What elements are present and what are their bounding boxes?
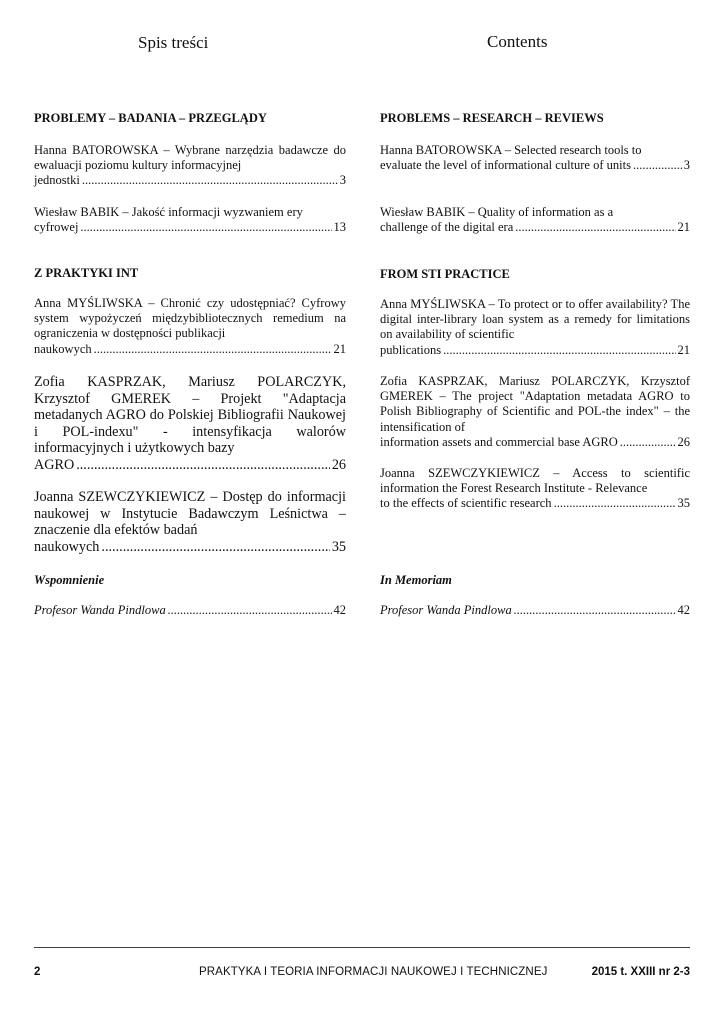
toc-page-number: 3 (339, 173, 346, 188)
toc-entry[interactable] (380, 374, 690, 450)
toc-entry-text: Joanna SZEWCZYKIEWICZ – Dostęp do informacji naukowej w Instytucie Badawczym Leśnictwa – znaczenie dla efektów badań (34, 489, 346, 539)
leader-dots (620, 435, 676, 450)
toc-page-number: 3 (683, 158, 690, 173)
leader-dots (633, 158, 682, 173)
leader-dots (514, 603, 676, 618)
toc-entry-text: Wiesław BABIK – Quality of information as a (380, 205, 614, 219)
toc-entry[interactable] (34, 603, 346, 618)
toc-entry-last: Profesor Wanda Pindlowa (380, 603, 512, 617)
toc-entry-text: Hanna BATOROWSKA – Wybrane narzędzia badawcze do ewaluacji poziomu kultury informacyjnej (34, 143, 346, 173)
toc-page-number: 13 (333, 220, 346, 235)
toc-entry[interactable] (380, 143, 690, 173)
leader-dots (80, 220, 331, 235)
toc-title-english: Contents (487, 32, 548, 51)
leader-dots (82, 173, 338, 188)
page-footer (34, 966, 690, 982)
leader-dots (76, 457, 330, 474)
toc-entry-last: Profesor Wanda Pindlowa (34, 603, 166, 617)
toc-page-number: 21 (677, 342, 690, 357)
toc-entry[interactable] (380, 603, 690, 618)
toc-entry[interactable] (380, 205, 690, 235)
issue-info: 2015 t. XXIII nr 2-3 (591, 966, 690, 978)
toc-title-polish: Spis treści (138, 33, 209, 52)
toc-entry-last: cyfrowej (34, 220, 79, 235)
toc-entry-last: challenge of the digital era (380, 220, 514, 235)
toc-entry[interactable] (380, 466, 690, 512)
toc-entry[interactable] (34, 489, 346, 555)
toc-page-number: 35 (677, 496, 690, 511)
toc-page-number: 26 (677, 434, 690, 449)
journal-title: PRAKTYKA I TEORIA INFORMACJI NAUKOWEJ I TECHNICZNEJ (199, 966, 548, 978)
section-heading: Z PRAKTYKI INT (34, 266, 139, 280)
toc-entry-text: Hanna BATOROWSKA – Selected research tools to (380, 143, 642, 157)
toc-entry[interactable] (380, 297, 690, 358)
toc-page-number: 35 (331, 538, 346, 555)
toc-entry-last: jednostki (34, 173, 80, 188)
toc-entry-last: naukowych (34, 538, 100, 555)
toc-entry-text: Wiesław BABIK – Jakość informacji wyzwaniem ery (34, 205, 303, 219)
toc-entry-text: Zofia KASPRZAK, Mariusz POLARCZYK, Krzysztof GMEREK – The project "Adaptation metadata AGRO to Polish Bibliography of Scientific and POL-the index" – the intensification of (380, 374, 690, 434)
toc-entry[interactable] (34, 374, 346, 474)
leader-dots (443, 343, 675, 358)
leader-dots (168, 603, 332, 618)
section-heading: In Memoriam (380, 573, 452, 587)
toc-entry-text: Zofia KASPRZAK, Mariusz POLARCZYK, Krzysztof GMEREK – Projekt "Adaptacja metadanych AGRO do Polskiej Bibliografii Naukowej i POL-indexu" - intensyfikacja walorów informacyjnych i użytkowych bazy (34, 374, 346, 457)
toc-entry-last: information assets and commercial base AGRO (380, 434, 618, 449)
toc-page-number: 26 (331, 456, 346, 473)
toc-entry-last: AGRO (34, 456, 75, 473)
toc-entry-last: to the effects of scientific research (380, 496, 552, 511)
toc-entry[interactable] (34, 143, 346, 189)
leader-dots (101, 539, 329, 556)
section-heading: Wspomnienie (34, 573, 105, 587)
page-number: 2 (34, 966, 41, 978)
toc-entry-last: naukowych (34, 341, 92, 356)
section-heading: PROBLEMY – BADANIA – PRZEGLĄDY (34, 111, 267, 125)
toc-entry[interactable] (34, 205, 346, 235)
toc-entry-last: evaluate the level of informational culture of units (380, 158, 631, 173)
toc-entry-text: Anna MYŚLIWSKA – To protect or to offer availability? The digital inter-library loan system as a remedy for limitations on availability of scientific (380, 297, 690, 342)
toc-entry-last: publications (380, 342, 442, 357)
toc-entry-text: Joanna SZEWCZYKIEWICZ – Access to scientific information the Forest Research Institute - Relevance (380, 466, 690, 496)
section-heading: FROM STI PRACTICE (380, 267, 510, 281)
section-heading: PROBLEMS – RESEARCH – REVIEWS (380, 111, 604, 125)
toc-entry[interactable] (34, 296, 346, 357)
toc-page-number: 21 (333, 341, 346, 356)
leader-dots (554, 496, 676, 511)
toc-page-number: 21 (677, 220, 690, 235)
footer-divider (34, 947, 690, 948)
toc-entry-text: Anna MYŚLIWSKA – Chronić czy udostępniać? Cyfrowy system wypożyczeń międzybibliotecznych remedium na ograniczenia w dostępności publikacji (34, 296, 346, 341)
toc-page-number: 42 (333, 603, 346, 617)
leader-dots (94, 342, 332, 357)
leader-dots (515, 220, 675, 235)
toc-page-number: 42 (677, 603, 690, 617)
